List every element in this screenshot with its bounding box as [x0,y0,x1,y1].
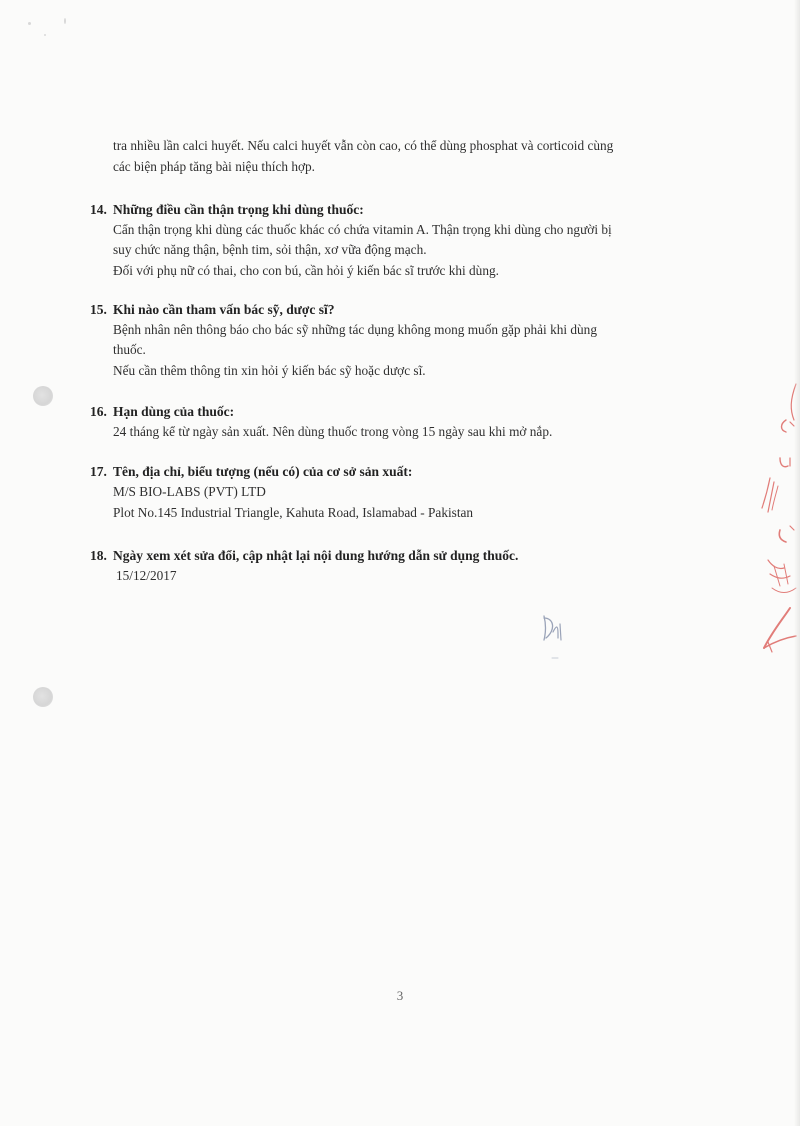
section-14-line-1: Cẩn thận trọng khi dùng các thuốc khác có chứa vitamin A. Thận trọng khi dùng cho người bị [113,222,612,237]
section-15-line-3: Nếu cần thêm thông tin xin hỏi ý kiến bác sỹ hoặc dược sĩ. [113,363,426,378]
section-17-heading [90,462,412,482]
section-14-line-2: suy chức năng thận, bệnh tim, sỏi thận, xơ vữa động mạch. [113,242,427,257]
intro-line-1: tra nhiều lần calci huyết. Nếu calci huyết vẫn còn cao, có thể dùng phosphat và corticoid cùng [113,138,614,153]
section-18-line-1: 15/12/2017 [116,568,177,583]
scan-speck [28,22,31,25]
section-16-number: 16. [90,404,107,419]
handwritten-signature-icon [538,610,588,665]
section-15-line-2: thuốc. [113,342,146,357]
punch-hole-top [33,386,53,406]
punch-hole-bottom [33,687,53,707]
section-17-title: Tên, địa chỉ, biểu tượng (nếu có) của cơ sở sản xuất: [113,464,413,479]
section-14-number: 14. [90,202,107,217]
section-17-number: 17. [90,464,107,479]
page-edge-shadow [794,0,800,1126]
section-16-heading [90,402,234,422]
section-18-title: Ngày xem xét sửa đổi, cập nhật lại nội dung hướng dẫn sử dụng thuốc. [113,548,519,563]
section-16-title: Hạn dùng của thuốc: [113,404,235,419]
section-14-line-3: Đối với phụ nữ có thai, cho con bú, cần hỏi ý kiến bác sĩ trước khi dùng. [113,263,499,278]
section-15-heading [90,300,334,320]
section-17-line-1: M/S BIO-LABS (PVT) LTD [113,484,266,499]
scan-speck [64,18,66,24]
section-14-title: Những điều cần thận trọng khi dùng thuốc: [113,202,364,217]
section-15-title: Khi nào cần tham vấn bác sỹ, dược sĩ? [113,302,335,317]
page-number: 3 [396,988,404,1003]
section-18-number: 18. [90,548,107,563]
section-16-line-1: 24 tháng kể từ ngày sản xuất. Nên dùng thuốc trong vòng 15 ngày sau khi mở nắp. [113,424,553,439]
section-15-number: 15. [90,302,107,317]
intro-line-2: các biện pháp tăng bài niệu thích hợp. [113,159,315,174]
section-18-heading [90,546,518,566]
section-15-line-1: Bệnh nhân nên thông báo cho bác sỹ những tác dụng không mong muốn gặp phải khi dùng [113,322,597,337]
red-seal-stamp-icon [750,380,800,670]
scan-speck [44,34,46,36]
section-14-heading [90,200,364,220]
section-17-line-2: Plot No.145 Industrial Triangle, Kahuta Road, Islamabad - Pakistan [113,505,474,520]
